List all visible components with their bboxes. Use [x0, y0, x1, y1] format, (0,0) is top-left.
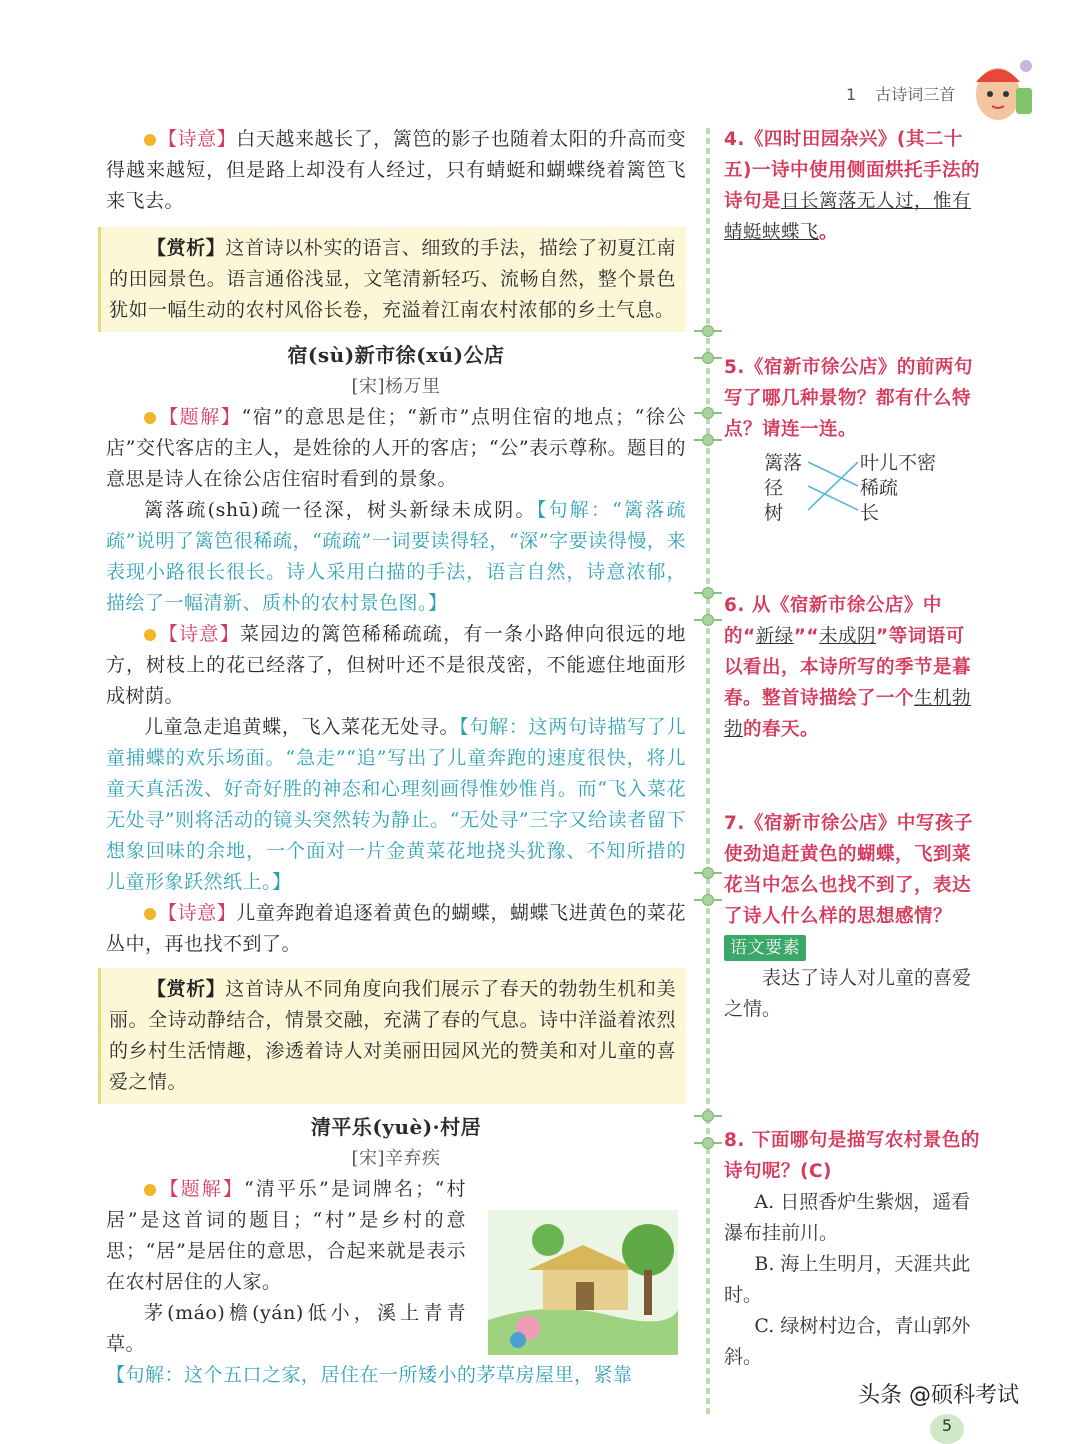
q6-block — [724, 590, 980, 745]
poem-title: 清平乐(yuè)·村居 — [310, 1115, 482, 1139]
poem-title: 宿(sù)新市徐(xú)公店 — [287, 343, 505, 367]
match-right-item: 稀疏 — [860, 477, 899, 499]
q4-block — [724, 124, 980, 248]
bullet-icon — [144, 412, 156, 424]
shiyi-paragraph: 【诗意】菜园边的篱笆稀稀疏疏，有一条小路伸向很远的地方，树枝上的花已经落了，但树叶还不是很茂密，不能遮住地面形成树荫。 — [106, 623, 686, 707]
match-lines — [808, 448, 860, 526]
village-illustration — [488, 1210, 678, 1355]
q7-block — [724, 808, 980, 1025]
option-b: B. 海上生明月，天涯共此时。 — [724, 1253, 971, 1306]
match-right-item: 叶儿不密 — [860, 452, 937, 474]
bullet-icon — [144, 908, 156, 920]
poem-line: 茅(máo)檐(yán)低小，溪上青青草。 — [106, 1302, 466, 1355]
lesson-title: 古诗词三首 — [875, 85, 956, 104]
mascot-icon — [960, 52, 1040, 124]
question-4: 4.《四时田园杂兴》(其二十五)一诗中使用侧面烘托手法的诗句是日长篱落无人过，惟有蜻蜓蛱蝶飞。 — [724, 129, 980, 243]
poem-line-with-note: 篱落疏(shū)疏一径深，树头新绿未成阴。【句解：“篱落疏疏”说明了篱笆很稀疏，“疏疏”一词要读得轻，“深”字要读得慢，来表现小路很长很长。诗人采用白描的手法，语言自然，诗意浓郁，描绘了一幅清新、质朴的农村景色图。】 — [106, 499, 686, 614]
shiyi-paragraph: 【诗意】儿童奔跑着追逐着黄色的蝴蝶，蝴蝶飞进黄色的菜花丛中，再也找不到了。 — [106, 902, 686, 955]
poem-line-with-note: 儿童急走追黄蝶，飞入菜花无处寻。【句解：这两句诗描写了儿童捕蝶的欢乐场面。“急走”“追”写出了儿童奔跑的速度很快，将儿童天真活泼、好奇好胜的神态和心理刻画得惟妙惟肖。而“飞入菜花无处寻”则将活动的镜头突然转为静止。“无处寻”三字又给读者留下想象回味的余地，一个面对一片金黄菜花地挠头犹豫、不知所措的儿童形象跃然纸上。】 — [106, 716, 686, 893]
match-left-item: 径 — [764, 477, 784, 499]
option-a: A. 日照香炉生紫烟，遥看瀑布挂前川。 — [724, 1191, 971, 1244]
question-5: 5.《宿新市徐公店》的前两句写了哪几种景物？都有什么特点？请连一连。 — [724, 357, 973, 440]
bullet-icon — [144, 1184, 156, 1196]
shangxi-box: 【赏析】这首诗以朴实的语言、细致的手法，描绘了初夏江南的田园景色。语言通俗浅显，文笔清新轻巧、流畅自然，整个景色犹如一幅生动的农村风俗长卷，充溢着江南农村浓郁的乡土气息。 — [98, 227, 686, 332]
shangxi-box: 【赏析】这首诗从不同角度向我们展示了春天的勃勃生机和美丽。全诗动静结合，情景交融，充满了春的气息。诗中洋溢着浓烈的乡村生活情趣，渗透着诗人对美丽田园风光的赞美和对儿童的喜爱之情。 — [98, 968, 686, 1104]
question-6: 6. 从《宿新市徐公店》中的“新绿”“未成阴”等词语可以看出，本诗所写的季节是暮春。整首诗描绘了一个生机勃勃的春天。 — [724, 595, 972, 740]
question-8: 8. 下面哪句是描写农村景色的诗句呢？(C) — [724, 1130, 980, 1182]
match-left-item: 篱落 — [764, 452, 803, 474]
match-right-item: 长 — [860, 502, 880, 524]
q8-block — [724, 1125, 980, 1373]
poem-author: [宋]杨万里 — [351, 376, 441, 397]
question-7: 7.《宿新市徐公店》中写孩子使劲追赶黄色的蝴蝶，飞到菜花当中怎么也找不到了，表达了诗人什么样的思想感情？语文要素 — [724, 808, 980, 963]
answer-7: 表达了诗人对儿童的喜爱之情。 — [724, 967, 972, 1020]
page-number: 5 — [930, 1414, 964, 1444]
lesson-number: 1 — [846, 85, 857, 104]
divider-knot — [684, 1110, 732, 1122]
q5-block — [724, 352, 980, 445]
poem-author: [宋]辛弃疾 — [351, 1148, 441, 1169]
tijie-paragraph: 【题解】“清平乐”是词牌名；“村居”是这首词的题目；“村”是乡村的意思；“居”是居住的意思，合起来就是表示在农村居住的人家。 — [106, 1178, 466, 1293]
divider-knot — [684, 325, 732, 337]
bullet-icon — [144, 134, 156, 146]
yuwen-yaosu-badge: 语文要素 — [724, 935, 806, 961]
option-c: C. 绿树村边合，青山郭外斜。 — [724, 1315, 971, 1368]
bullet-icon — [144, 629, 156, 641]
poem-note: 【句解：这个五口之家，居住在一所矮小的茅草房屋里，紧靠 — [106, 1364, 633, 1386]
watermark: 头条 @硕科考试 — [858, 1383, 1019, 1408]
page-header — [846, 82, 955, 105]
tijie-paragraph: 【题解】“宿”的意思是住；“新市”点明住宿的地点；“徐公店”交代客店的主人，是姓徐的人开的客店；“公”表示尊称。题目的意思是诗人在徐公店住宿时看到的景象。 — [106, 406, 686, 490]
answer-4: 日长篱落无人过，惟有蜻蜓蛱蝶飞 — [724, 191, 972, 243]
match-left-item: 树 — [764, 502, 784, 524]
center-divider — [706, 128, 710, 1418]
left-column — [106, 124, 686, 1391]
shiyi-paragraph: 【诗意】白天越来越长了，篱笆的影子也随着太阳的升高而变得越来越短，但是路上却没有人经过，只有蜻蜓和蝴蝶绕着篱笆飞来飞去。 — [106, 128, 686, 212]
matching-exercise — [764, 448, 954, 526]
